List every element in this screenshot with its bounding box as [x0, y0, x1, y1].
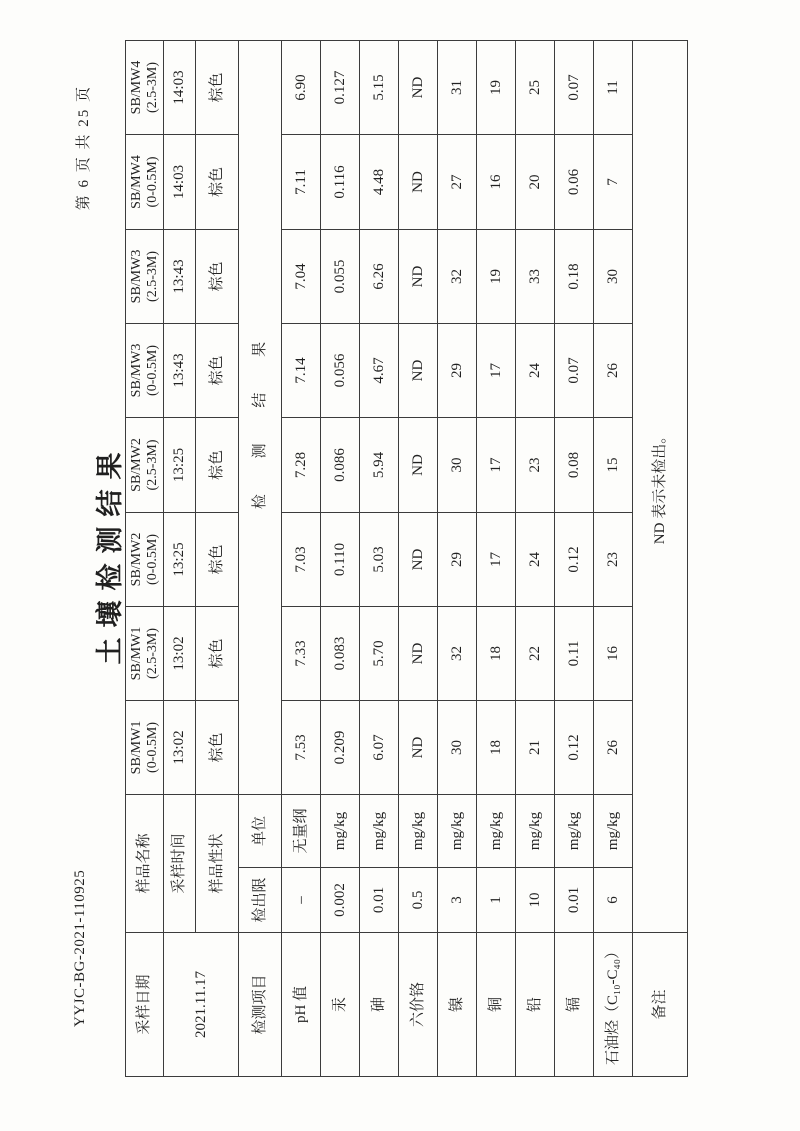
- analyte-row: [360, 40, 399, 1076]
- analyte-name-cell: 镉: [555, 933, 594, 1077]
- sample-name-cell: [126, 134, 164, 229]
- sample-id: SB/MW3: [128, 343, 144, 398]
- unit-cell: 无量纲: [282, 794, 321, 867]
- analyte-name-cell: 砷: [360, 933, 399, 1077]
- value-cell: 0.12: [555, 512, 594, 606]
- value-cell: 17: [477, 512, 516, 606]
- sample-time-cell: 13:02: [164, 700, 196, 794]
- value-cell: 7.33: [282, 606, 321, 700]
- sample-time-row: [164, 40, 196, 1076]
- analyte-name-cell: 铅: [516, 933, 555, 1077]
- analyte-name-cell: 铜: [477, 933, 516, 1077]
- sample-texture-cell: 棕色: [196, 323, 239, 417]
- sample-name-cell: [126, 417, 164, 512]
- value-cell: 31: [438, 40, 477, 134]
- detection-limit-cell: 0.01: [555, 868, 594, 933]
- sample-depth: (0-0.5M): [144, 534, 160, 585]
- page-header: [64, 40, 126, 1077]
- value-cell: 19: [477, 229, 516, 323]
- value-cell: 7.03: [282, 512, 321, 606]
- value-cell: 4.67: [360, 323, 399, 417]
- sample-texture-cell: 棕色: [196, 700, 239, 794]
- sample-texture-cell: 棕色: [196, 606, 239, 700]
- results-header: 检 测 结 果: [239, 40, 282, 794]
- value-cell: 24: [516, 512, 555, 606]
- sample-depth: (0-0.5M): [144, 345, 160, 396]
- value-cell: 21: [516, 700, 555, 794]
- sample-time-label: 采样时间: [164, 794, 196, 932]
- value-cell: 0.07: [555, 323, 594, 417]
- sample-time-cell: 13:25: [164, 512, 196, 606]
- sample-depth: (2.5-3M): [144, 628, 160, 679]
- detection-limit-cell: 6: [594, 868, 633, 933]
- value-cell: ND: [399, 134, 438, 229]
- unit-cell: mg/kg: [555, 794, 594, 867]
- sample-texture-row: [196, 40, 239, 1076]
- unit-cell: mg/kg: [360, 794, 399, 867]
- value-cell: 7.11: [282, 134, 321, 229]
- value-cell: 30: [594, 229, 633, 323]
- value-cell: ND: [399, 323, 438, 417]
- value-cell: 7.14: [282, 323, 321, 417]
- remark-label: 备注: [633, 933, 688, 1077]
- sample-name-label: 样品名称: [126, 794, 164, 932]
- value-cell: 15: [594, 417, 633, 512]
- value-cell: 6.26: [360, 229, 399, 323]
- analyte-name-cell: pH 值: [282, 933, 321, 1077]
- value-cell: 0.12: [555, 700, 594, 794]
- value-cell: 7.53: [282, 700, 321, 794]
- sample-depth: (0-0.5M): [144, 156, 160, 208]
- subheader-row: [239, 40, 282, 1076]
- value-cell: 0.110: [321, 512, 360, 606]
- remark-value: ND 表示未检出。: [633, 40, 688, 932]
- page-title: 土壤检测结果: [95, 442, 125, 665]
- analyte-row: [321, 40, 360, 1076]
- sample-date-value: 2021.11.17: [164, 933, 239, 1077]
- value-cell: 17: [477, 323, 516, 417]
- analyte-name-cell: 镍: [438, 933, 477, 1077]
- value-cell: 17: [477, 417, 516, 512]
- value-cell: ND: [399, 229, 438, 323]
- detection-limit-cell: 10: [516, 868, 555, 933]
- sample-texture-cell: 棕色: [196, 134, 239, 229]
- unit-cell: mg/kg: [477, 794, 516, 867]
- detection-limit-cell: 1: [477, 868, 516, 933]
- value-cell: 0.056: [321, 323, 360, 417]
- unit-cell: mg/kg: [516, 794, 555, 867]
- sample-id: SB/MW4: [128, 60, 144, 115]
- value-cell: 0.086: [321, 417, 360, 512]
- analyte-row: [438, 40, 477, 1076]
- value-cell: 27: [438, 134, 477, 229]
- detection-limit-cell: –: [282, 868, 321, 933]
- value-cell: 0.083: [321, 606, 360, 700]
- analyte-name-cell: 六价铬: [399, 933, 438, 1077]
- value-cell: ND: [399, 512, 438, 606]
- analyte-row: [594, 40, 633, 1076]
- sample-name-cell: [126, 606, 164, 700]
- sample-depth: (0-0.5M): [144, 722, 160, 773]
- sample-depth: (2.5-3M): [144, 439, 160, 491]
- analyte-row: [516, 40, 555, 1076]
- sample-time-cell: 13:43: [164, 323, 196, 417]
- value-cell: 24: [516, 323, 555, 417]
- unit-cell: mg/kg: [438, 794, 477, 867]
- value-cell: 32: [438, 229, 477, 323]
- analyte-row: [282, 40, 321, 1076]
- sample-texture-cell: 棕色: [196, 40, 239, 134]
- value-cell: 5.94: [360, 417, 399, 512]
- value-cell: ND: [399, 417, 438, 512]
- soil-results-table: [125, 40, 688, 1077]
- value-cell: 22: [516, 606, 555, 700]
- value-cell: 6.90: [282, 40, 321, 134]
- value-cell: 26: [594, 323, 633, 417]
- value-cell: 0.18: [555, 229, 594, 323]
- detection-limit-cell: 0.5: [399, 868, 438, 933]
- sample-id: SB/MW1: [128, 720, 144, 775]
- remark-row: [633, 40, 688, 1076]
- sample-name-cell: [126, 512, 164, 606]
- sample-id: SB/MW3: [128, 249, 144, 304]
- value-cell: 7.28: [282, 417, 321, 512]
- value-cell: 16: [594, 606, 633, 700]
- sample-name-row: [126, 40, 164, 1076]
- value-cell: 0.06: [555, 134, 594, 229]
- value-cell: 11: [594, 40, 633, 134]
- sample-time-cell: 14:03: [164, 134, 196, 229]
- unit-cell: mg/kg: [594, 794, 633, 867]
- value-cell: 0.055: [321, 229, 360, 323]
- document-code: YYJC-BG-2021-110925: [72, 869, 88, 1027]
- analyte-row: [555, 40, 594, 1076]
- value-cell: 0.11: [555, 606, 594, 700]
- value-cell: 0.127: [321, 40, 360, 134]
- sample-id: SB/MW1: [128, 626, 144, 681]
- sample-texture-label: 样品性状: [196, 794, 239, 932]
- analyte-row: [477, 40, 516, 1076]
- sample-time-cell: 13:43: [164, 229, 196, 323]
- value-cell: 5.03: [360, 512, 399, 606]
- detection-limit-label: 检出限: [239, 868, 282, 933]
- value-cell: 18: [477, 700, 516, 794]
- value-cell: 23: [594, 512, 633, 606]
- value-cell: 7: [594, 134, 633, 229]
- detection-limit-cell: 0.01: [360, 868, 399, 933]
- value-cell: 16: [477, 134, 516, 229]
- value-cell: 0.209: [321, 700, 360, 794]
- sample-name-cell: [126, 229, 164, 323]
- value-cell: ND: [399, 606, 438, 700]
- value-cell: 0.07: [555, 40, 594, 134]
- analyte-name-cell: 石油烃（C₁₀-C₄₀）: [594, 933, 633, 1077]
- value-cell: 29: [438, 512, 477, 606]
- sample-name-cell: [126, 40, 164, 134]
- test-item-label: 检测项目: [239, 933, 282, 1077]
- value-cell: 25: [516, 40, 555, 134]
- sample-depth: (2.5-3M): [144, 62, 160, 113]
- value-cell: 23: [516, 417, 555, 512]
- sample-id: SB/MW2: [128, 438, 144, 492]
- value-cell: 29: [438, 323, 477, 417]
- value-cell: 33: [516, 229, 555, 323]
- analyte-row: [399, 40, 438, 1076]
- detection-limit-cell: 3: [438, 868, 477, 933]
- sample-time-cell: 14:03: [164, 40, 196, 134]
- unit-label: 单位: [239, 794, 282, 867]
- value-cell: 0.08: [555, 417, 594, 512]
- sample-time-cell: 13:25: [164, 417, 196, 512]
- value-cell: 19: [477, 40, 516, 134]
- sample-time-cell: 13:02: [164, 606, 196, 700]
- sample-name-cell: [126, 700, 164, 794]
- unit-cell: mg/kg: [321, 794, 360, 867]
- value-cell: 5.70: [360, 606, 399, 700]
- value-cell: 4.48: [360, 134, 399, 229]
- analyte-name-cell: 汞: [321, 933, 360, 1077]
- sample-texture-cell: 棕色: [196, 512, 239, 606]
- value-cell: ND: [399, 700, 438, 794]
- sample-texture-cell: 棕色: [196, 417, 239, 512]
- sample-date-label: 采样日期: [126, 933, 164, 1077]
- sample-name-cell: [126, 323, 164, 417]
- value-cell: 30: [438, 700, 477, 794]
- value-cell: 26: [594, 700, 633, 794]
- sample-depth: (2.5-3M): [144, 251, 160, 302]
- value-cell: 0.116: [321, 134, 360, 229]
- value-cell: 7.04: [282, 229, 321, 323]
- page-indicator: 第 6 页 共 25 页: [76, 85, 92, 211]
- sample-texture-cell: 棕色: [196, 229, 239, 323]
- value-cell: 20: [516, 134, 555, 229]
- value-cell: 30: [438, 417, 477, 512]
- sample-id: SB/MW2: [128, 532, 144, 587]
- sample-id: SB/MW4: [128, 155, 144, 209]
- detection-limit-cell: 0.002: [321, 868, 360, 933]
- unit-cell: mg/kg: [399, 794, 438, 867]
- value-cell: 18: [477, 606, 516, 700]
- value-cell: 5.15: [360, 40, 399, 134]
- value-cell: 32: [438, 606, 477, 700]
- value-cell: 6.07: [360, 700, 399, 794]
- value-cell: ND: [399, 40, 438, 134]
